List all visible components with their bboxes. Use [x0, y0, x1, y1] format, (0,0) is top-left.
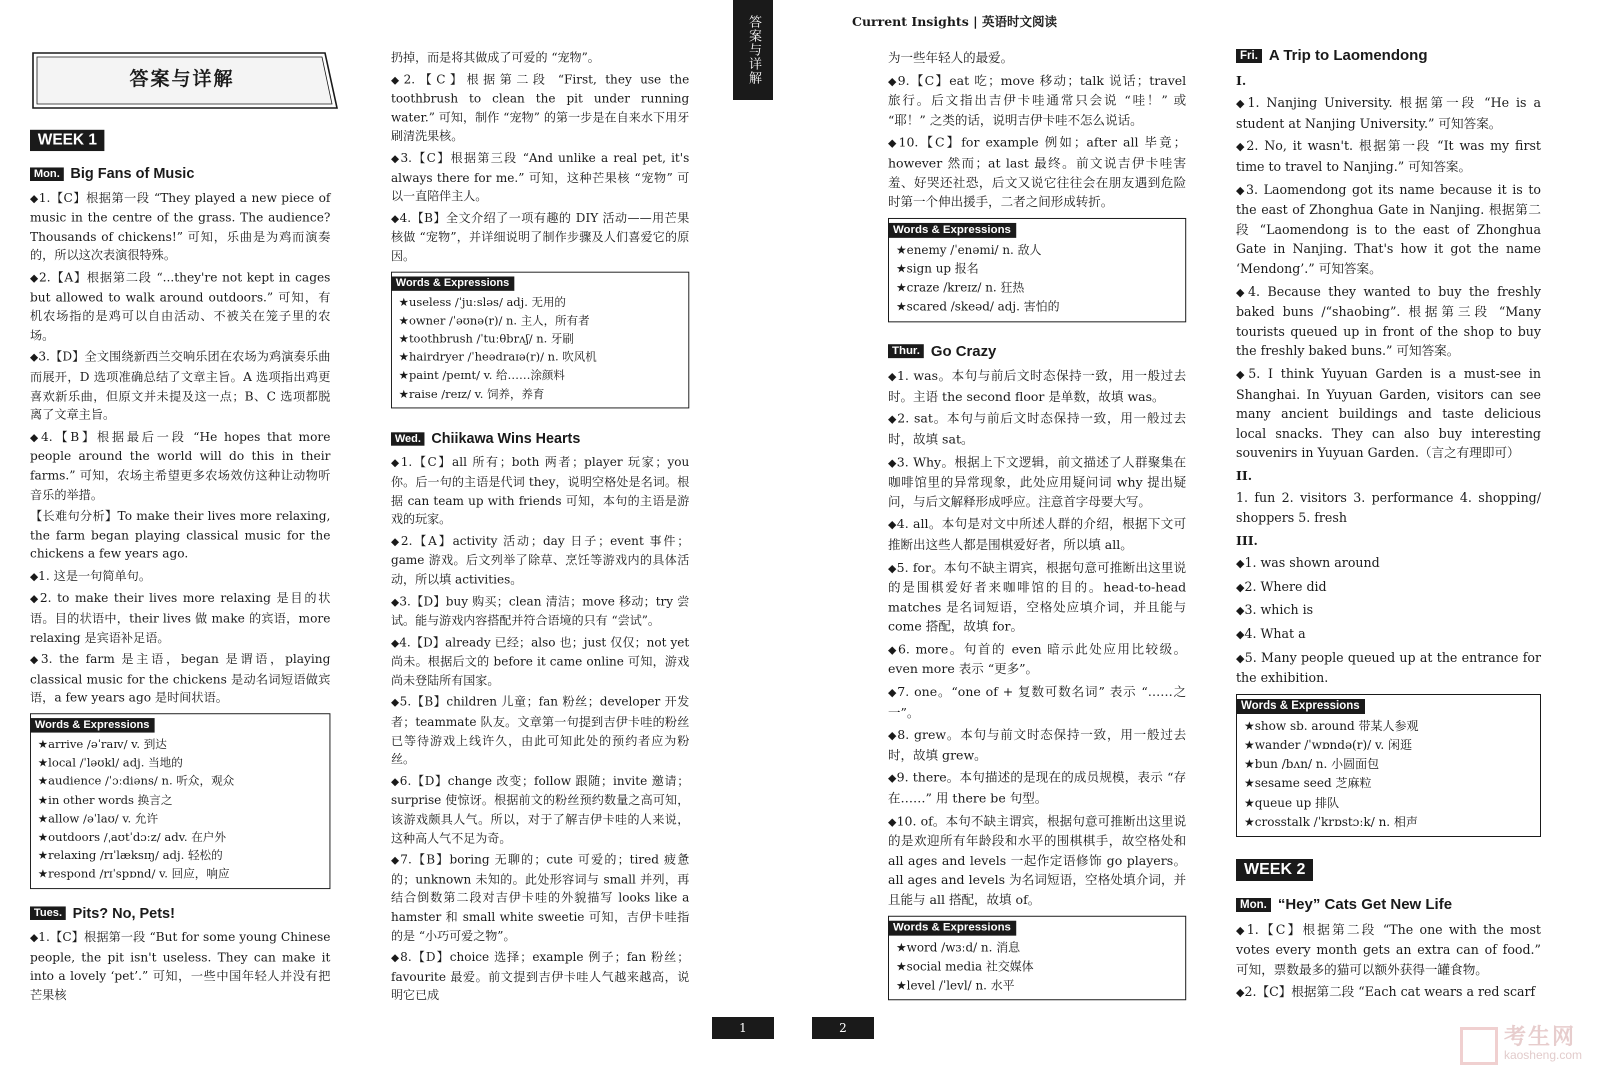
word-item: ★ relaxing /rɪˈlæksɪŋ/ adj. 轻松的	[31, 847, 329, 866]
answer-paragraph: ◆ 1. was shown around	[1236, 553, 1541, 574]
word-item: ★ crosstalk /ˈkrɒstɔːk/ n. 相声	[1237, 813, 1540, 832]
word-item: ★ scared /skeəd/ adj. 害怕的	[889, 298, 1185, 317]
answer-paragraph: ◆ 3. Why。根据上下文逻辑，前文描述了人群聚集在咖啡馆里的异常现象，此处应用疑问词 why 提出疑问，与后文解释形成呼应。注意首字母要大写。	[888, 452, 1186, 511]
answer-paragraph: ◆ 2.【A】activity 活动；day 日子；event 事件；game 游戏。后文列举了除草、烹饪等游戏内的具体活动，所以填 activities。	[391, 531, 689, 588]
words-header: Words & Expressions	[30, 718, 154, 732]
words-header: Words & Expressions	[1236, 699, 1365, 714]
word-item: ★ social media 社交媒体	[889, 957, 1185, 976]
word-item: ★ local /ˈləʊkl/ adj. 当地的	[31, 754, 329, 773]
answer-paragraph: ◆ 7.【B】boring 无聊的；cute 可爱的；tired 疲惫的；unknown 未知的。此处形容词与 small 并列，再结合倒数第二段对吉伊卡哇的外貌描写 looks like a hamster 和 small white sweetie 可知，吉伊卡哇指的是 “小巧可爱之物”。	[391, 850, 689, 945]
word-item: ★ outdoors /ˌaʊtˈdɔːz/ adv. 在户外	[31, 828, 329, 847]
page-title: 答案与详解	[129, 68, 235, 90]
column-1	[30, 124, 330, 1008]
answer-paragraph: 为一些年轻人的最爱。	[888, 49, 1014, 65]
answer-paragraph: ◆ 10. of。本句不缺主谓宾，根据句意可推断出这里说的是欢迎所有年龄段和水平的围棋棋手，故空格处和 all ages and levels 一起作定语修饰 go players。all ages and levels 为名词短语，空格处填介词，并且能与 all 搭配，故填 of。	[888, 811, 1186, 909]
thur-heading	[888, 342, 1186, 361]
answer-paragraph: ◆ 2.【A】根据第二段 “...they're not kept in cages but allowed to walk around outdoors.” 可知，有机农场指的是鸡可以自由活动、不被关在笼子里的农场。	[30, 268, 330, 345]
answer-paragraph: ◆ 2. Where did	[1236, 577, 1541, 598]
column-2	[391, 48, 689, 1008]
column-4	[1236, 44, 1541, 1006]
answer-paragraph: ◆ 3. the farm 是主语，began 是谓语，playing classical music for the chickens 是动名词短语做宾语，a few years ago 是时间状语。	[30, 650, 330, 708]
tues-heading	[30, 904, 330, 923]
mon-tag: Mon.	[30, 167, 64, 181]
words-box-wed	[888, 218, 1186, 322]
watermark	[1460, 1024, 1582, 1065]
answer-paragraph: ◆ 10.【C】for example 例如；after all 毕竟；however 然而；at last 最终。前文说吉伊卡哇害羞、好哭还社恐，后文又说它往往会在朋友遇到危险时第一个伸出援手，二者之间形成转折。	[888, 133, 1186, 212]
answer-paragraph: ◆ 3. Laomendong got its name because it is to the east of Zhonghua Gate in Nanjing. 根据第二段 “Laomendong is to the east of Zhonghua Gate in Nanjing. That's how it got the name ‘Mendong’.” 可知答案。	[1236, 180, 1541, 279]
answer-paragraph: ◆ 2. to make their lives more relaxing 是目的状语。目的状语中，their lives 做 make 的宾语，more relaxing 是宾语补足语。	[30, 589, 330, 647]
answer-paragraph: ◆ 2.【C】根据第二段 “First, they use the toothbrush to clean the pit under running water.” 可知，制作 “宠物” 的第一步是在自来水下用牙刷清洗果核。	[391, 70, 689, 146]
running-header: Current Insights | 英语时文阅读	[852, 14, 1057, 29]
answer-paragraph: ◆ 3.【D】buy 购买；clean 清洁；move 移动；try 尝试。能与游戏内容搭配并符合语境的只有 “尝试”。	[391, 591, 689, 629]
word-item: ★ sign up 报名	[889, 260, 1185, 279]
answer-paragraph: ◆ 4. all。本句是对文中所述人群的介绍，根据下文可推断出这些人都是围棋爱好者，所以填 all。	[888, 514, 1186, 554]
answer-paragraph: ◆ 2.【C】根据第二段 “Each cat wears a red scarf	[1236, 982, 1541, 1003]
word-item: ★ sesame seed 芝麻粒	[1237, 774, 1540, 793]
section-ii: II.	[1236, 467, 1253, 483]
section-i-answers	[1236, 93, 1541, 463]
thur-title: Go Crazy	[930, 342, 997, 360]
answer-paragraph: ◆ 9. there。本句描述的是现在的成员规模，表示 “存在……” 用 there be 句型。	[888, 768, 1186, 808]
word-item: ★ word /wɜːd/ n. 消息	[889, 938, 1185, 957]
page-number-2: 2	[812, 1017, 874, 1039]
answer-paragraph: ◆ 8. grew。本句与前文时态保持一致，用一般过去时，故填 grew。	[888, 725, 1186, 765]
words-list	[889, 938, 1185, 995]
answers-title-box	[32, 52, 337, 108]
word-item: ★ paint /peɪnt/ v. 给……涂颜料	[392, 367, 688, 385]
answer-paragraph: ◆ 5. I think Yuyuan Garden is a must-see in Shanghai. In Yuyuan Garden, visitors can see many ancient buildings and taste delicious local snacks. They can also buy interesting souvenirs in Yuyuan Garden.（言之有理即可）	[1236, 364, 1541, 463]
words-header: Words & Expressions	[391, 276, 514, 290]
words-list	[1237, 717, 1540, 832]
answer-paragraph: ◆ 4.【B】全文介绍了一项有趣的 DIY 活动——用芒果核做 “宠物”，并详细说明了制作步骤及人们喜爱它的原因。	[391, 208, 689, 265]
answer-paragraph: ◆ 1.【C】根据第一段 “They played a new piece of music in the centre of the grass. The audience? Thousands of chickens!” 可知，乐曲是为鸡而演奏的，所以这次表演很特殊。	[30, 188, 330, 265]
answer-paragraph: ◆ 4.【D】already 已经；also 也；just 仅仅；not yet 尚未。根据后文的 before it came online 可知，游戏尚未登陆所有国家。	[391, 633, 689, 690]
answer-paragraph: ◆ 4. What a	[1236, 624, 1541, 645]
week2-mon-answers	[1236, 920, 1541, 1003]
answer-paragraph: ◆ 4. Because they wanted to buy the freshly baked buns /“shaobing”. 根据第三段 “Many tourists queued up in front of the shop to buy the freshly baked buns.” 可知答案。	[1236, 282, 1541, 361]
week2-mon-heading	[1236, 895, 1541, 915]
section-iii-answers	[1236, 553, 1541, 688]
wed-heading	[391, 429, 689, 448]
wed-tag: Wed.	[391, 432, 425, 445]
answer-paragraph: 【长难句分析】To make their lives more relaxing, the farm began playing classical music for the chickens a few years ago.	[30, 508, 331, 561]
words-header: Words & Expressions	[888, 920, 1016, 935]
word-item: ★ bun /bʌn/ n. 小圆面包	[1237, 755, 1540, 774]
answer-paragraph: ◆ 2. sat。本句与前后文时态保持一致，用一般过去时，故填 sat。	[888, 409, 1186, 449]
tues-tag: Tues.	[30, 907, 66, 921]
words-box-fri	[1236, 694, 1541, 837]
word-item: ★ audience /ˈɔːdiəns/ n. 听众，观众	[31, 773, 329, 792]
word-item: ★ respond /rɪˈspɒnd/ v. 回应，响应	[31, 865, 329, 884]
mon-title: Big Fans of Music	[70, 165, 195, 182]
words-list	[392, 293, 688, 403]
thur-tag: Thur.	[888, 345, 924, 359]
section-ii-answers: 1. fun 2. visitors 3. performance 4. shopping/ shoppers 5. fresh	[1236, 490, 1541, 526]
word-item: ★ enemy /ˈenəmi/ n. 敌人	[889, 241, 1185, 260]
section-iii: III.	[1236, 532, 1258, 548]
answer-paragraph: ◆ 6.【D】change 改变；follow 跟随；invite 邀请；surprise 使惊讶。根据前文的粉丝预约数量之高可知，该游戏颇具人气。所以，对于了解吉伊卡哇的人来说，这种高人气不足为奇。	[391, 772, 689, 848]
word-item: ★ level /ˈlevl/ n. 水平	[889, 976, 1185, 995]
word-item: ★ in other words 换言之	[31, 791, 329, 810]
answer-paragraph: ◆ 3. which is	[1236, 600, 1541, 621]
week2-mon-title: “Hey” Cats Get New Life	[1277, 896, 1453, 914]
answer-paragraph: ◆ 2. No, it wasn't. 根据第一段 “It was my first time to travel to Nanjing.” 可知答案。	[1236, 136, 1541, 176]
side-tab: 答案与详解	[733, 0, 773, 100]
words-box-tues	[391, 271, 689, 408]
mon-answers	[30, 188, 330, 707]
watermark-logo-icon	[1460, 1027, 1498, 1065]
tues-answers	[30, 928, 330, 1005]
word-item: ★ allow /əˈlaʊ/ v. 允许	[31, 810, 329, 829]
watermark-sub: kaosheng.com	[1503, 1048, 1582, 1062]
fri-heading	[1236, 46, 1541, 66]
word-item: ★ toothbrush /ˈtuːθbrʌʃ/ n. 牙刷	[392, 330, 688, 348]
answer-paragraph: ◆ 5. for。本句不缺主谓宾，根据句意可推断出这里说的是围棋爱好者来咖啡馆的目的。head-to-head matches 是名词短语，空格处应填介词，并且能与 come 搭配，故填 for。	[888, 557, 1186, 636]
column-3	[888, 48, 1186, 1008]
wed-title: Chiikawa Wins Hearts	[431, 430, 581, 447]
answer-paragraph: ◆ 1.【C】all 所有；both 两者；player 玩家；you 你。后一句的主语是代词 they，说明空格处是名词。根据 can team up with friends 可知，本句的主语是游戏的玩家。	[391, 453, 689, 529]
week2-mon-tag: Mon.	[1236, 898, 1271, 912]
answer-paragraph: ◆ 5. Many people queued up at the entrance for the exhibition.	[1236, 648, 1541, 688]
fri-title: A Trip to Laomendong	[1268, 47, 1428, 64]
word-item: ★ queue up 排队	[1237, 794, 1540, 813]
thur-answers	[888, 366, 1186, 909]
section-i: I.	[1236, 72, 1247, 88]
answer-paragraph: ◆ 4.【B】根据最后一段 “He hopes that more people around the world will do this in their farms.” 可知，农场主希望更多农场效仿这种让动物听音乐的举措。	[30, 427, 330, 504]
watermark-main: 考生网	[1503, 1024, 1576, 1049]
word-item: ★ raise /reɪz/ v. 饲养，养育	[392, 385, 688, 403]
words-list	[889, 241, 1185, 317]
answer-paragraph: ◆ 3.【C】根据第三段 “And unlike a real pet, it's always there for me.” 可知，这种芒果核 “宠物” 可以一直陪伴主人。	[391, 148, 689, 205]
answer-paragraph: 扔掉，而是将其做成了可爱的 “宠物”。	[391, 49, 600, 65]
page-number-1: 1	[712, 1017, 774, 1039]
answer-paragraph: ◆ 1. was。本句与前后文时态保持一致，用一般过去时。主语 the second floor 是单数，故填 was。	[888, 366, 1186, 406]
answer-paragraph: ◆ 3.【D】全文围绕新西兰交响乐团在农场为鸡演奏乐曲而展开，D 选项准确总结了文章主旨。A 选项指出鸡更喜欢新乐曲，但原文并未提及这一点；B、C 选项都脱离了文章主旨。	[30, 347, 330, 424]
words-box-thur	[888, 915, 1186, 1000]
answer-paragraph: ◆ 9.【C】eat 吃；move 移动；talk 说话；travel 旅行。后文指出吉伊卡哇通常只会说 “哇！” 或 “耶！” 之类的话，说明吉伊卡哇不怎么说话。	[888, 70, 1186, 129]
fri-tag: Fri.	[1236, 49, 1262, 63]
answer-paragraph: ◆ 1. 这是一句简单句。	[30, 566, 330, 586]
answer-paragraph: ◆ 1.【C】根据第一段 “But for some young Chinese people, the pit isn't useless. They can make it into a lovely ‘pet’.” 可知，一些中国年轻人并没有把芒果核	[30, 928, 330, 1005]
answer-paragraph: ◆ 5.【B】children 儿童；fan 粉丝；developer 开发者；teammate 队友。文章第一句提到吉伊卡哇的粉丝已等待游戏上线许久，由此可知此处的预约者应为粉丝。	[391, 693, 689, 769]
wed-answers-cont	[888, 48, 1186, 212]
word-item: ★ craze /kreɪz/ n. 狂热	[889, 279, 1185, 298]
wed-answers	[391, 453, 689, 1005]
left-page	[0, 0, 790, 1077]
answer-paragraph: ◆ 1.【C】根据第二段 “The one with the most votes every month gets an extra can of food.” 可知，票数最多的猫可以额外获得一罐食物。	[1236, 920, 1541, 980]
mon-heading	[30, 165, 330, 184]
words-box-mon	[30, 713, 330, 888]
words-list	[31, 736, 329, 884]
word-item: ★ useless /ˈjuːsləs/ adj. 无用的	[392, 293, 688, 311]
answer-paragraph: ◆ 6. more。句首的 even 暗示此处应用比较级。even more 表示 “更多”。	[888, 639, 1186, 679]
week-2-label: WEEK 2	[1236, 859, 1313, 881]
word-item: ★ hairdryer /ˈheədraɪə(r)/ n. 吹风机	[392, 348, 688, 366]
word-item: ★ arrive /əˈraɪv/ v. 到达	[31, 736, 329, 755]
answer-paragraph: ◆ 7. one。“one of + 复数可数名词” 表示 “……之一”。	[888, 682, 1186, 722]
word-item: ★ owner /ˈəʊnə(r)/ n. 主人，所有者	[392, 312, 688, 330]
week-1-label: WEEK 1	[30, 130, 105, 151]
word-item: ★ show sb. around 带某人参观	[1237, 717, 1540, 736]
word-item: ★ wander /ˈwɒndə(r)/ v. 闲逛	[1237, 736, 1540, 755]
answer-paragraph: ◆ 8.【D】choice 选择；example 例子；fan 粉丝；favourite 最爱。前文提到吉伊卡哇人气越来越高，说明它已成	[391, 948, 689, 1005]
words-header: Words & Expressions	[888, 223, 1016, 238]
tues-answers-cont	[391, 48, 689, 266]
tues-title: Pits? No, Pets!	[72, 905, 175, 922]
answer-paragraph: ◆ 1. Nanjing University. 根据第一段 “He is a student at Nanjing University.” 可知答案。	[1236, 93, 1541, 133]
